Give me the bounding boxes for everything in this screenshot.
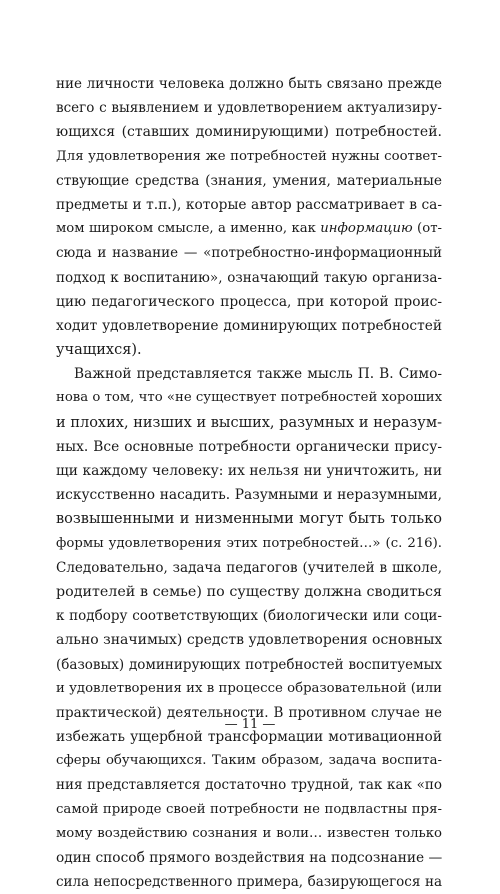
text-line: и удовлетворения их в процессе образовательной (или <box>56 680 442 696</box>
text-line: (базовых) доминирующих потребностей воспитуемых <box>56 656 442 673</box>
text-line: Следовательно, задача педагогов (учителей в школе, <box>56 559 442 576</box>
text-line: мом широком смысле, а именно, как информацию (от- <box>56 221 442 237</box>
text-line: формы удовлетворения этих потребностей…» (с. 216). <box>56 535 442 551</box>
text-line: цию педагогического процесса, при которой проис- <box>56 293 442 310</box>
text-line: сферы обучающихся. Таким образом, задача воспита- <box>56 753 442 769</box>
text-line: нова о том, что «не существует потребностей хороших <box>56 390 442 406</box>
text-line: один способ прямого воздействия на подсознание — <box>56 850 442 866</box>
text-line: практической) деятельности. В противном случае не <box>56 704 442 721</box>
text-line: возвышенными и низменными могут быть только <box>56 511 442 528</box>
text-line: искусственно насадить. Разумными и неразумными, <box>56 487 442 504</box>
text-line: учащихся). <box>56 342 142 359</box>
text-line: ных. Все основные потребности органически прису- <box>56 438 442 455</box>
text-line: самой природе своей потребности не подвластны пря- <box>56 801 442 817</box>
text-line: ходит удовлетворение доминирующих потребностей <box>56 317 442 334</box>
text-line: мому воздействию сознания и воли… известен только <box>56 825 442 841</box>
text-line: ние личности человека должно быть связано прежде <box>56 76 442 92</box>
text-line: родителей в семье) по существу должна сводиться <box>56 583 442 600</box>
text-line: подход к воспитанию», означающий такую организа- <box>56 269 442 286</box>
text-line: к подбору соответствующих (биологически или соци- <box>56 608 442 625</box>
text-line: ально значимых) средств удовлетворения основных <box>56 632 442 649</box>
emphasized-word: информацию <box>320 221 413 237</box>
body-text <box>56 72 442 894</box>
text-line: сюда и название — «потребностно-информационный <box>56 245 442 262</box>
text-line: предметы и т.п.), которые автор рассматривает в са- <box>56 196 442 213</box>
text-line: Для удовлетворения же потребностей нужны соответ- <box>56 148 442 164</box>
page-number: — 11 — <box>224 717 276 732</box>
text-line: ствующие средства (знания, умения, материальные <box>56 172 442 189</box>
text-line: щи каждому человеку: их нельзя ни уничтожить, ни <box>56 463 442 479</box>
text-line: ния представляется достаточно трудной, так как «по <box>56 777 442 794</box>
text-line: ющихся (ставших доминирующими) потребностей. <box>56 124 442 141</box>
text-line: Важной представляется также мысль П. В. Симо- <box>74 366 442 383</box>
text-line: избежать ущербной трансформации мотивационной <box>56 729 442 746</box>
text-line: сила непосредственного примера, базирующегося на <box>56 874 442 891</box>
text-line: всего с выявлением и удовлетворением актуализиру- <box>56 100 442 117</box>
text-line: и плохих, низших и высших, разумных и неразум- <box>56 414 442 431</box>
